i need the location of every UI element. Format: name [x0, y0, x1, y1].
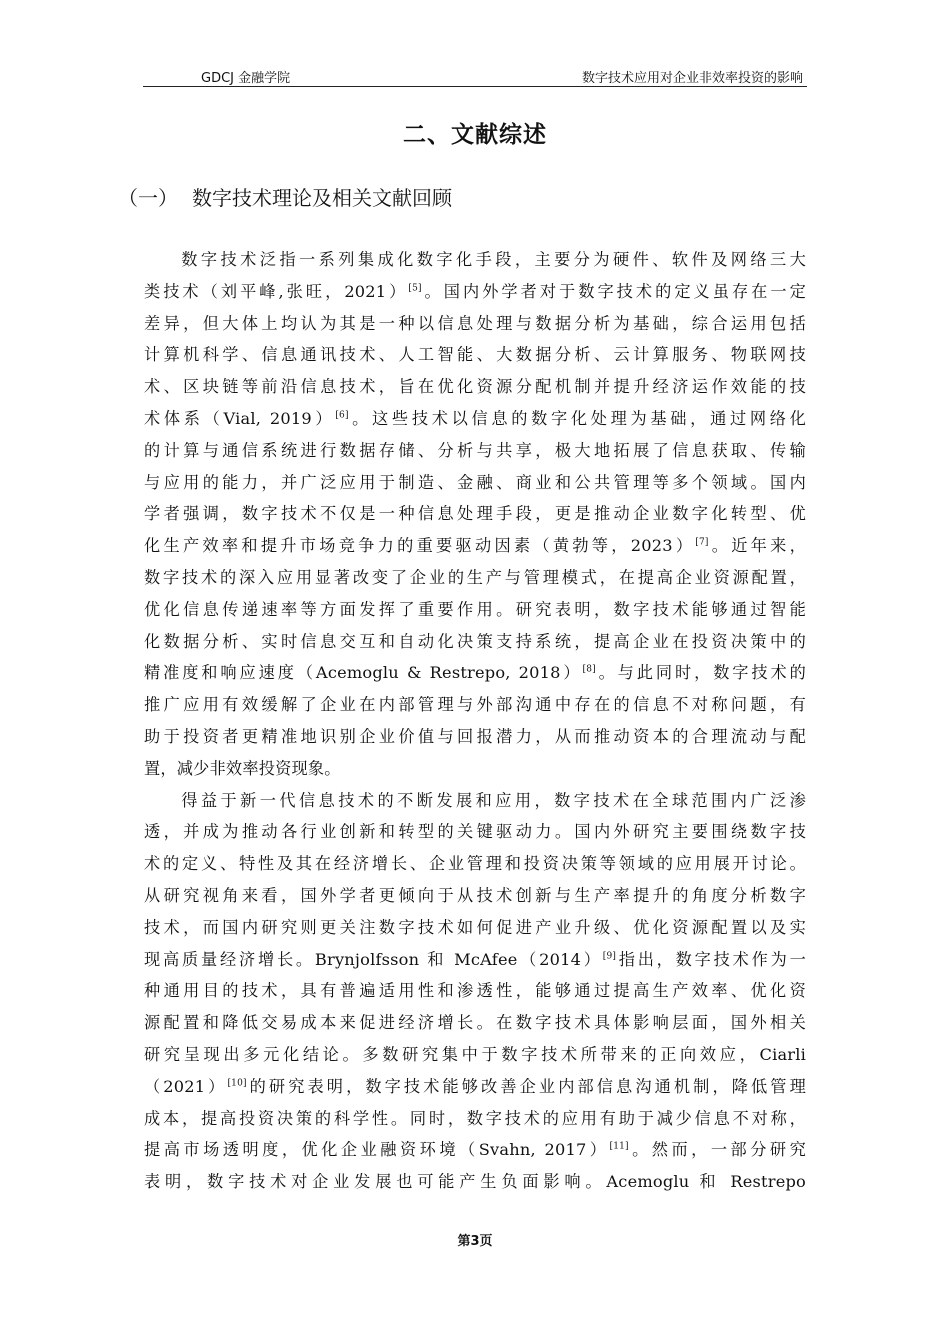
text-line: 数字技术泛指一系列集成化数字化手段，主要分为硬件、软件及网络三大 [181, 250, 806, 269]
text-line: 精准度和响应速度（Acemoglu & Restrepo, 2018）[8]。与此同时，数字技术的 [144, 663, 806, 683]
page-header [143, 64, 807, 87]
text-line: 术体系（Vial, 2019）[6]。这些技术以信息的数字化处理为基础，通过网络化 [144, 408, 806, 428]
text-line: 成本，提高投资决策的科学性。同时，数字技术的应用有助于减少信息不对称， [144, 1108, 806, 1128]
paragraph-1 [144, 244, 806, 785]
citation: [8] [582, 664, 596, 675]
text-line: 透，并成为推动各行业创新和转型的关键驱动力。国内外研究主要围绕数字技 [144, 822, 806, 842]
citation: [7] [695, 537, 709, 548]
text-line: 研究呈现出多元化结论。多数研究集中于数字技术所带来的正向效应，Ciarli [144, 1044, 806, 1064]
body-text [144, 244, 806, 1198]
citation: [10] [227, 1078, 247, 1089]
text-line: 与应用的能力，并广泛应用于制造、金融、商业和公共管理等多个领域。国内 [144, 472, 806, 492]
citation: [9] [602, 951, 617, 962]
text-line: 的计算与通信系统进行数据存储、分析与共享，极大地拓展了信息获取、传输 [144, 440, 806, 460]
text-line: 差异，但大体上均认为其是一种以信息处理与数据分析为基础，综合运用包括 [144, 313, 806, 333]
paragraph-2 [144, 785, 806, 1198]
text-line: 表明，数字技术对企业发展也可能产生负面影响。Acemoglu 和 Restrepo [144, 1172, 806, 1192]
citation: [6] [335, 410, 349, 421]
text-line: （2021）[10]的研究表明，数字技术能够改善企业内部信息沟通机制，降低管理 [144, 1076, 806, 1096]
text-line: 数字技术的深入应用显著改变了企业的生产与管理模式，在提高企业资源配置， [144, 567, 806, 587]
chapter-title: 二、文献综述 [403, 122, 547, 148]
text-line: 从研究视角来看，国外学者更倾向于从技术创新与生产率提升的角度分析数字 [144, 885, 806, 905]
header-thesis-title: 数字技术应用对企业非效率投资的影响 [581, 71, 803, 86]
text-line: 术、区块链等前沿信息技术，旨在优化资源分配机制并提升经济运作效能的技 [144, 377, 806, 397]
text-line: 技术，而国内研究则更关注数字技术如何促进产业升级、优化资源配置以及实 [144, 917, 806, 937]
text-line: 学者强调，数字技术不仅是一种信息处理手段，更是推动企业数字化转型、优 [144, 504, 806, 524]
text-line: 类技术（刘平峰,张旺，2021）[5]。国内外学者对于数字技术的定义虽存在一定 [144, 281, 807, 301]
text-line: 现高质量经济增长。Brynjolfsson 和 McAfee（2014）[9]指出，数字技术作为一 [144, 949, 807, 969]
text-line: 化数据分析、实时信息交互和自动化决策支持系统，提高企业在投资决策中的 [144, 631, 806, 651]
header-school: GDCJ 金融学院 [201, 71, 291, 86]
text-line: 化生产效率和提升市场竞争力的重要驱动因素（黄勃等，2023）[7]。近年来， [144, 536, 807, 556]
text-line: 源配置和降低交易成本来促进经济增长。在数字技术具体影响层面，国外相关 [144, 1013, 806, 1033]
citation: [11] [609, 1141, 629, 1152]
text-line: 得益于新一代信息技术的不断发展和应用，数字技术在全球范围内广泛渗 [181, 790, 806, 810]
section-title: 数字技术理论及相关文献回顾 [192, 186, 452, 210]
text-line: 提高市场透明度，优化企业融资环境（Svahn, 2017）[11]。然而，一部分研究 [144, 1140, 806, 1160]
page-number: 第3页 [457, 1234, 493, 1249]
text-line: 种通用目的技术，具有普遍适用性和渗透性，能够通过提高生产效率、优化资 [144, 981, 806, 1001]
section-heading [118, 182, 452, 211]
text-line: 计算机科学、信息通讯技术、人工智能、大数据分析、云计算服务、物联网技 [144, 345, 806, 365]
text-line: 置，减少非效率投资现象。 [144, 758, 341, 778]
text-line: 推广应用有效缓解了企业在内部管理与外部沟通中存在的信息不对称问题，有 [144, 695, 806, 715]
text-line: 术的定义、特性及其在经济增长、企业管理和投资决策等领域的应用展开讨论。 [144, 854, 806, 874]
text-line: 优化信息传递速率等方面发挥了重要作用。研究表明，数字技术能够通过智能 [144, 599, 806, 619]
text-line: 助于投资者更精准地识别企业价值与回报潜力，从而推动资本的合理流动与配 [144, 726, 806, 746]
section-number: （一） [118, 186, 178, 210]
citation: [5] [408, 283, 422, 294]
